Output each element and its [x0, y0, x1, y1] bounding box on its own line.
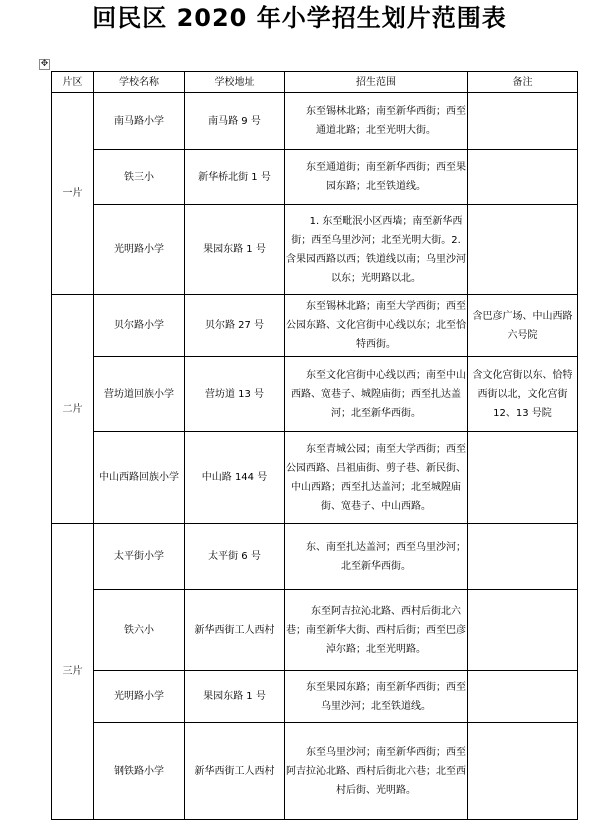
table-row: [52, 150, 578, 205]
school-address: 贝尔路 27 号: [185, 295, 285, 357]
header-row: [52, 72, 578, 93]
table-row: [52, 723, 578, 820]
school-address: 南马路 9 号: [185, 93, 285, 150]
school-name: 光明路小学: [94, 205, 185, 295]
enrollment-range: 东至锡林北路；南至新华西街；西至通道北路；北至光明大街。: [285, 93, 468, 150]
enrollment-zone-table: [51, 71, 578, 820]
school-name: 铁六小: [94, 590, 185, 671]
school-name: 铁三小: [94, 150, 185, 205]
remarks: [468, 590, 578, 671]
table-row: [52, 590, 578, 671]
school-address: 新华西街工人西村: [185, 723, 285, 820]
table-row: [52, 205, 578, 295]
header-school-address: 学校地址: [185, 72, 285, 93]
remarks: [468, 93, 578, 150]
school-name: 钢铁路小学: [94, 723, 185, 820]
remarks: 含文化宫街以东、恰特西街以北，文化宫街 12、13 号院: [468, 357, 578, 432]
remarks: [468, 150, 578, 205]
remarks: [468, 524, 578, 590]
table-row: [52, 432, 578, 524]
enrollment-range: 东至青城公园；南至大学西街；西至公园西路、吕祖庙街、剪子巷、新民街、中山西路；西至扎达盖河；北至城隍庙街、宽巷子、中山西路。: [285, 432, 468, 524]
school-name: 太平街小学: [94, 524, 185, 590]
enrollment-range: 东至果园东路；南至新华西街；西至乌里沙河；北至铁道线。: [285, 671, 468, 723]
table-row: [52, 357, 578, 432]
school-address: 果园东路 1 号: [185, 205, 285, 295]
zone-name: 一片: [52, 93, 94, 295]
table-move-handle-icon[interactable]: ✥: [40, 59, 49, 69]
school-address: 新华西街工人西村: [185, 590, 285, 671]
header-enrollment-range: 招生范围: [285, 72, 468, 93]
school-name: 光明路小学: [94, 671, 185, 723]
zone-name: 三片: [52, 524, 94, 820]
school-address: 果园东路 1 号: [185, 671, 285, 723]
page-title: 回民区 2020 年小学招生划片范围表: [92, 4, 507, 32]
enrollment-range: 东至文化宫街中心线以西；南至中山西路、宽巷子、城隍庙街；西至扎达盖河；北至新华西街。: [285, 357, 468, 432]
table-row: [52, 93, 578, 150]
enrollment-range: 东至锡林北路；南至大学西街；西至公园东路、文化宫街中心线以东；北至恰特西街。: [285, 295, 468, 357]
remarks: [468, 205, 578, 295]
school-name: 中山西路回族小学: [94, 432, 185, 524]
table-row: [52, 671, 578, 723]
school-name: 营坊道回族小学: [94, 357, 185, 432]
school-name: 贝尔路小学: [94, 295, 185, 357]
table-row: [52, 295, 578, 357]
enrollment-range: 东至阿吉拉沁北路、西村后街北六巷；南至新华大街、西村后街；西至巴彦淖尔路；北至光明路。: [285, 590, 468, 671]
zone-name: 二片: [52, 295, 94, 524]
school-address: 中山路 144 号: [185, 432, 285, 524]
header-zone: 片区: [52, 72, 94, 93]
header-school-name: 学校名称: [94, 72, 185, 93]
table-row: [52, 524, 578, 590]
school-address: 营坊道 13 号: [185, 357, 285, 432]
enrollment-range: 东至通道街；南至新华西街；西至果园东路；北至铁道线。: [285, 150, 468, 205]
school-address: 太平街 6 号: [185, 524, 285, 590]
remarks: [468, 432, 578, 524]
enrollment-range: 东、南至扎达盖河；西至乌里沙河；北至新华西街。: [285, 524, 468, 590]
school-name: 南马路小学: [94, 93, 185, 150]
header-remarks: 备注: [468, 72, 578, 93]
remarks: [468, 723, 578, 820]
school-address: 新华桥北街 1 号: [185, 150, 285, 205]
remarks: [468, 671, 578, 723]
remarks: 含巴彦广场、中山西路六号院: [468, 295, 578, 357]
enrollment-range: 1. 东至毗泯小区西墙；南至新华西街；西至乌里沙河；北至光明大街。2. 含果园西路以西；铁道线以南；乌里沙河以东；光明路以北。: [285, 205, 468, 295]
enrollment-range: 东至乌里沙河；南至新华西街；西至阿吉拉沁北路、西村后街北六巷；北至西村后街、光明路。: [285, 723, 468, 820]
